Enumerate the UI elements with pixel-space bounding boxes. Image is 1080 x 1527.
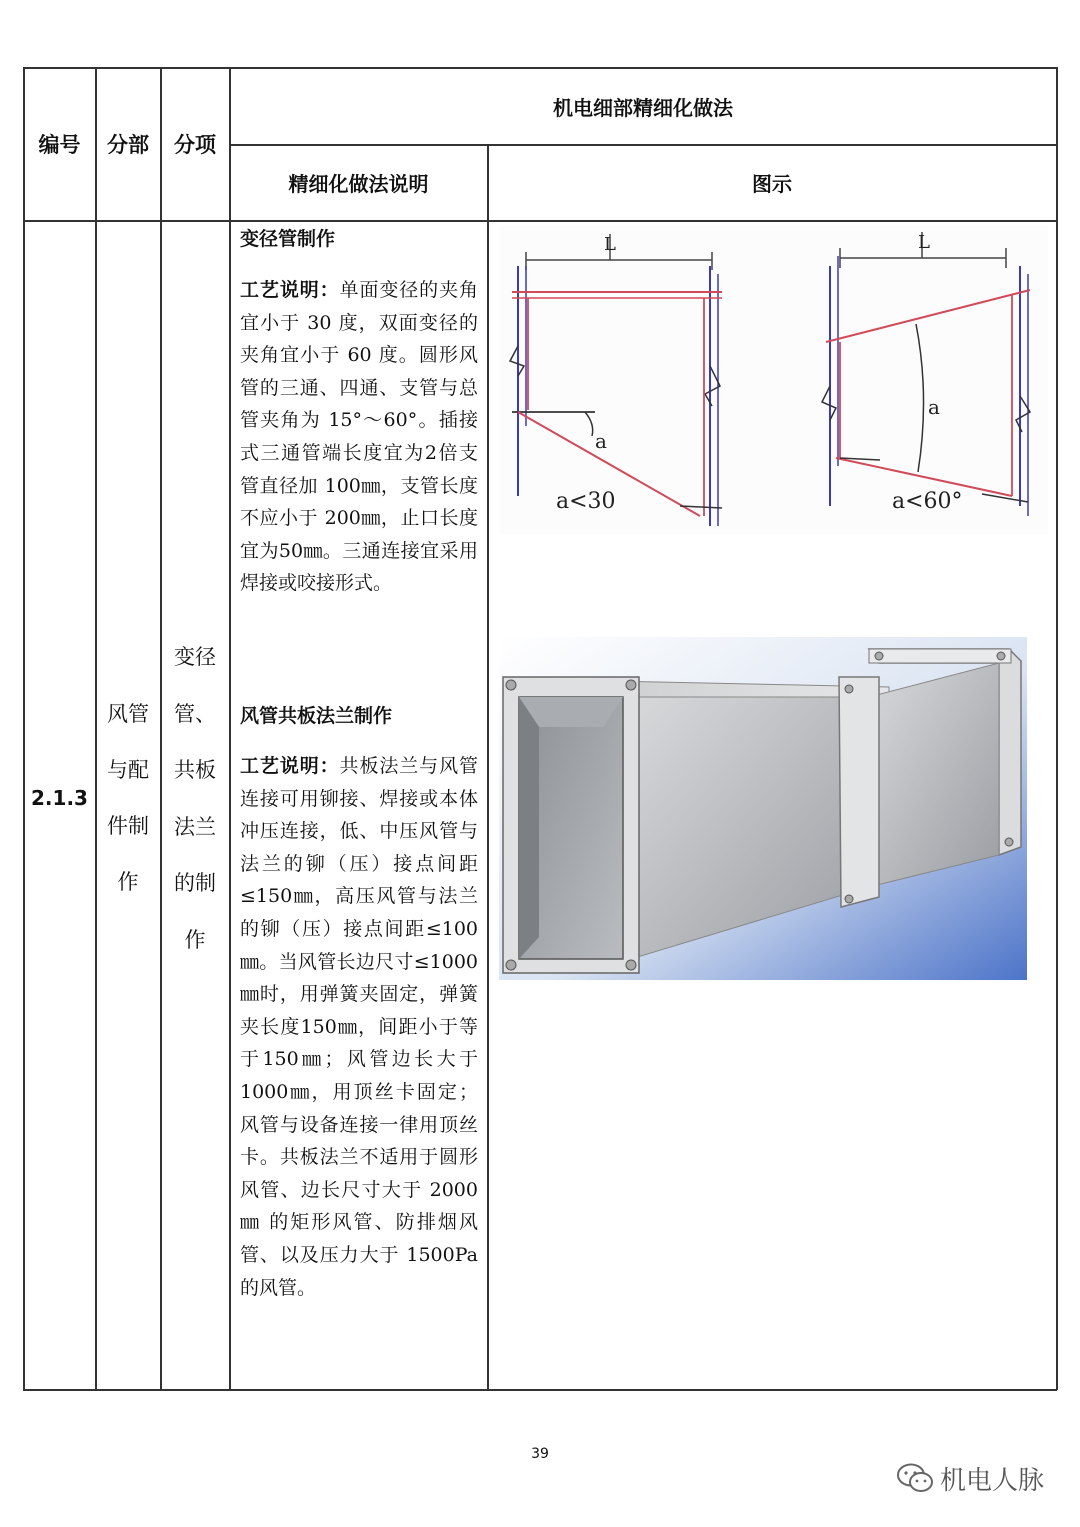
reducer-diagrams [500,226,1048,534]
section-body: 共板法兰与风管连接可用铆接、焊接或本体冲压连接，低、中压风管与法兰的铆（压）接点间距≤150㎜，高压风管与法兰的铆（压）接点间距≤100㎜。当风管长边尺寸≤1000㎜时，用弹簧夹固定，弹簧夹长度150㎜，间距小于等于150㎜；风管边长大于1000㎜，用顶丝卡固定；风管与设备连接一律用顶丝卡。共板法兰不适用于圆形风管、边长尺寸大于 2000㎜ 的矩形风管、防排烟风管、以及压力大于 1500Pa 的风管。 [240,755,478,1299]
section-body: 单面变径的夹角宜小于 30 度，双面变径的夹角宜小于 60 度。圆形风管的三通、四通、支管与总管夹角为 15°～60°。插接式三通管端长度宜为2倍支管直径加 100㎜，支管长度不应小于 200㎜，止口长度宜为50㎜。三通连接宜采用焊接或咬接形式。 [240,279,478,595]
left-caption: a<30 [556,489,616,514]
desc-section-2 [240,702,478,1304]
watermark-text: 机电人脉 [940,1465,1045,1496]
desc-section-1 [240,226,478,600]
division-line: 件制 [107,814,149,838]
row-division [96,686,160,910]
section-title: 变径管制作 [240,228,336,250]
header-main-title: 机电细部精细化做法 [553,95,733,120]
division-line: 风管 [107,702,149,726]
header-division: 分部 [107,133,149,157]
right-dim-label: L [918,232,930,253]
duct-flange-photo [499,637,1027,980]
item-line: 法兰 [174,814,216,839]
section-text [240,274,478,600]
section-lead: 工艺说明： [240,279,340,301]
item-line: 的制 [174,871,216,895]
left-angle-label: a [595,429,607,453]
item-line: 作 [184,927,206,952]
division-line: 作 [117,870,139,894]
division-line: 与配 [107,758,149,782]
row-id: 2.1.3 [31,786,88,810]
left-dim-label: L [604,234,616,255]
item-line: 管、 [174,701,216,726]
item-line: 共板 [174,758,216,782]
header-desc: 精细化做法说明 [288,172,429,196]
right-angle-label: a [928,395,940,419]
header-figure: 图示 [752,172,792,196]
item-line: 变径 [174,645,216,669]
header-item: 分项 [174,133,216,157]
right-caption: a<60° [892,489,963,514]
section-lead: 工艺说明： [240,755,340,777]
header-id: 编号 [38,133,81,157]
section-text [240,750,478,1304]
wechat-icon [896,1462,934,1494]
row-item [161,629,229,968]
watermark [896,1458,1044,1498]
page-number: 39 [531,1446,549,1462]
section-title: 风管共板法兰制作 [240,705,393,727]
